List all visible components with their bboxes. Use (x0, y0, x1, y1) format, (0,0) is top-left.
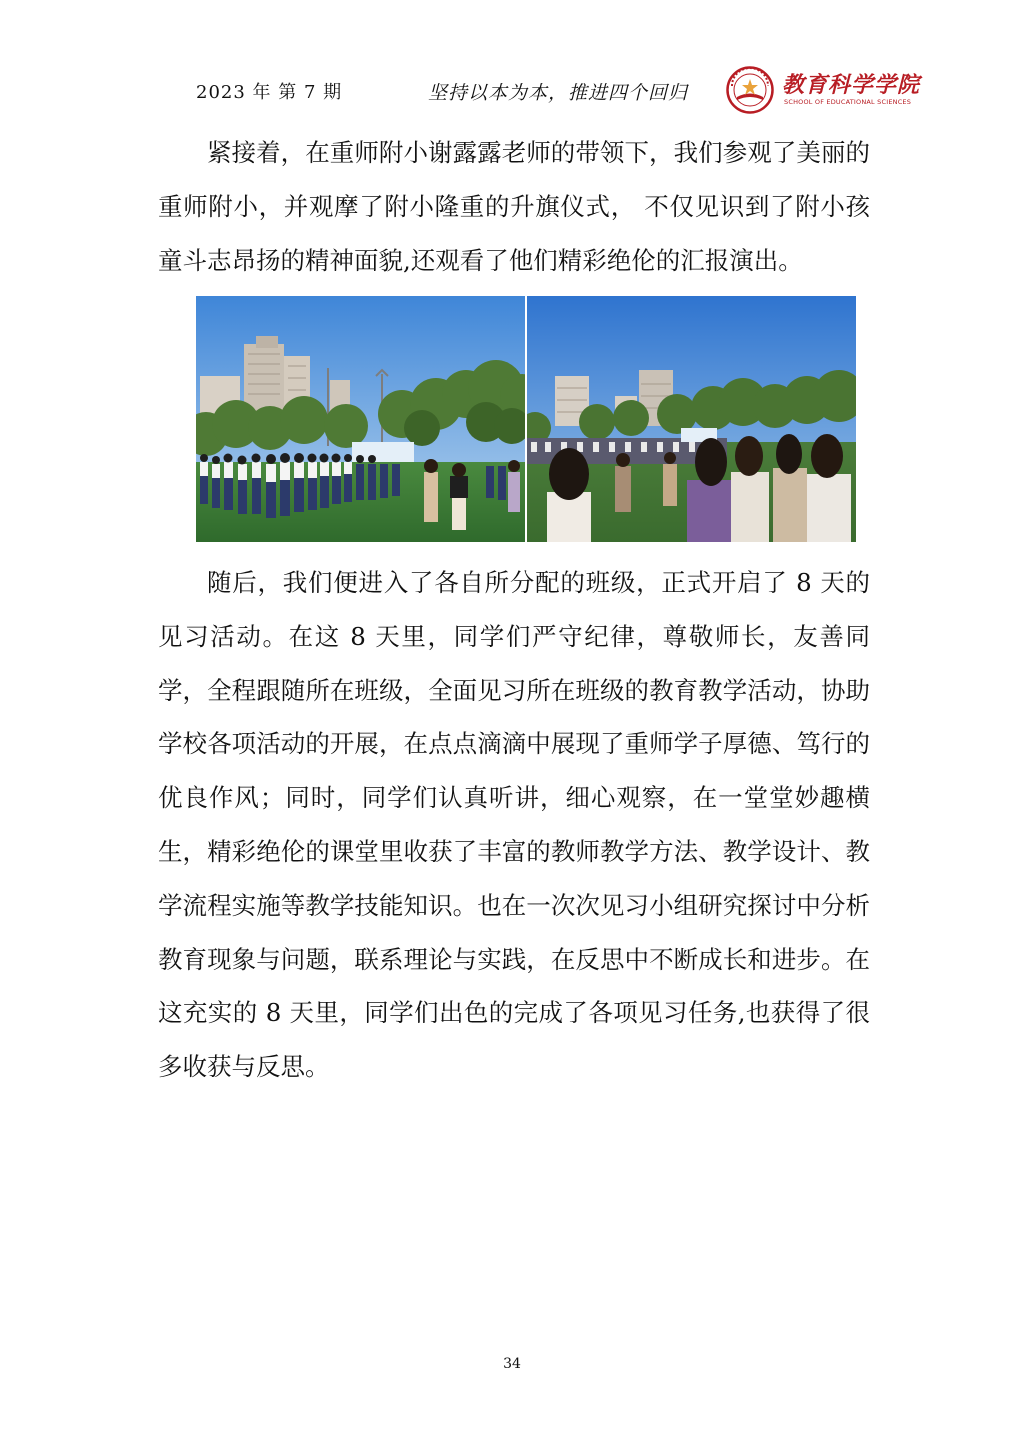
page-number: 34 (503, 1356, 521, 1372)
school-english-name: SCHOOL OF EDUCATIONAL SCIENCES (784, 98, 912, 106)
issue-label: 2023 年 第 7 期 (196, 82, 343, 103)
photo-student-teachers-watching (527, 296, 856, 542)
photo-flag-ceremony-illustration (196, 296, 525, 542)
body-paragraph-1: 紧接着，在重师附小谢露露老师的带领下，我们参观了美丽的重师附小，并观摩了附小隆重的升旗仪式， 不仅见识到了附小孩童斗志昂扬的精神面貌,还观看了他们精彩绝伦的汇报演出。 (158, 138, 870, 275)
body-paragraph-2: 随后，我们便进入了各自所分配的班级，正式开启了 8 天的见习活动。在这 8 天里，同学们严守纪律，尊敬师长，友善同学，全程跟随所在班级，全面见习所在班级的教育教学活动，协助学校各项活动的开展，在点点滴滴中展现了重师学子厚德、笃行的优良作风；同时，同学们认真听讲，细心观察，在一堂堂妙趣横生，精彩绝伦的课堂里收获了丰富的教师教学方法、教学设计、教学流程实施等教学技能知识。也在一次次见习小组研究探讨中分析教育现象与问题，联系理论与实践，在反思中不断成长和进步。在这充实的 8 天里，同学们出色的完成了各项见习任务,也获得了很多收获与反思。 (158, 568, 870, 1082)
school-seal-icon (726, 66, 774, 114)
photo-flag-ceremony-students (196, 296, 525, 542)
photo-student-teachers-illustration (527, 296, 856, 542)
school-name: 教育科学学院 (782, 72, 921, 98)
school-logo (726, 66, 921, 116)
header-motto: 坚持以本为本，推进四个回归 (428, 82, 689, 104)
page-header (0, 66, 1024, 116)
